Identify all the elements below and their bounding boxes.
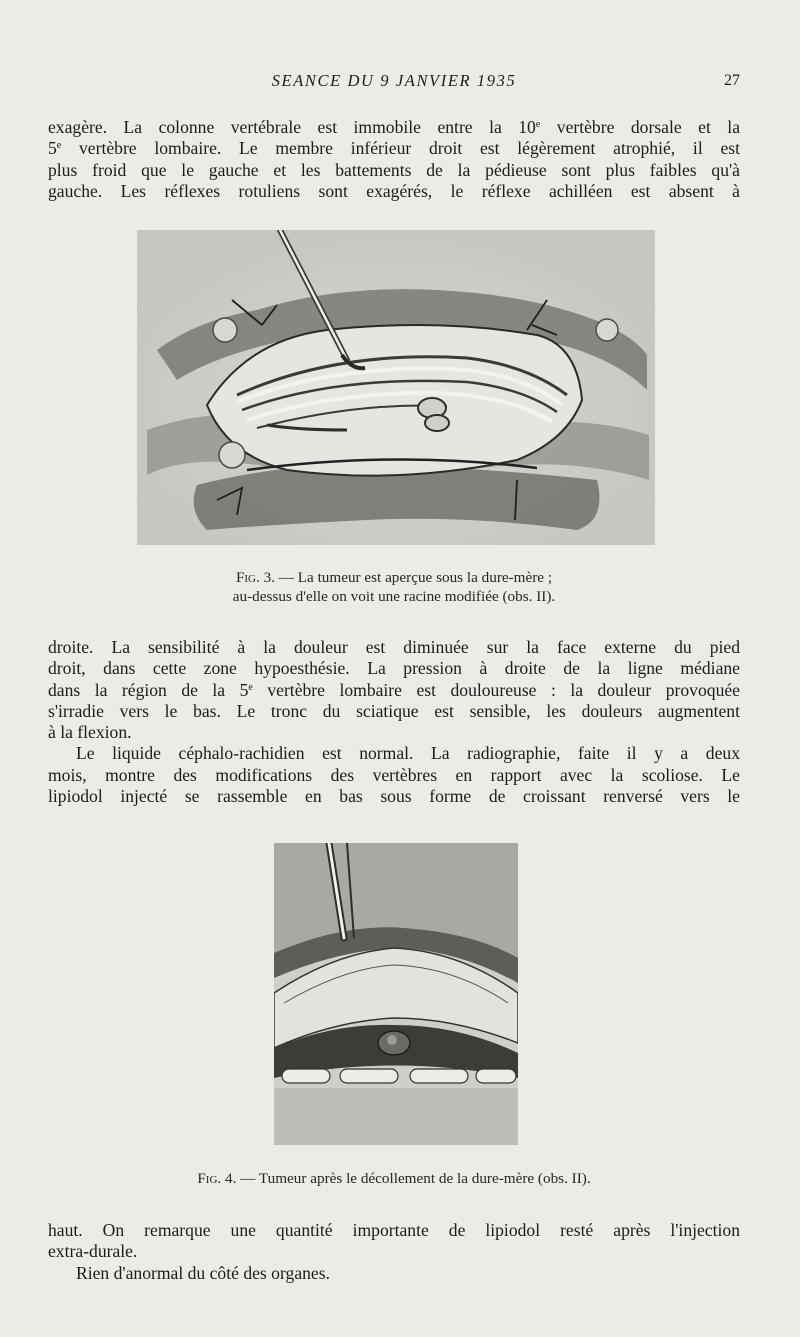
text-line: lipiodol injecté se rassemble en bas sous forme de croissant renversé vers le	[48, 786, 740, 807]
text-line: gauche. Les réflexes rotuliens sont exagérés, le réflexe achilléen est absent à	[48, 180, 740, 201]
paragraph-2	[48, 637, 740, 807]
figure-4-drawing	[274, 843, 518, 1145]
page-header	[48, 71, 740, 95]
figure-4-caption: Fig. 4. — Tumeur après le décollement de la dure-mère (obs. II).	[197, 1170, 591, 1187]
text-line: 5e vertèbre lombaire. Le membre inférieur droit est légèrement atrophié, il est	[48, 138, 740, 159]
text-line: Rien d'anormal du côté des organes.	[76, 1262, 330, 1283]
text-line: mois, montre des modifications des vertèbres en rapport avec la scoliose. Le	[48, 764, 740, 785]
caption-label: Fig.	[235, 569, 260, 586]
text-line: dans la région de la 5e vertèbre lombaire est douloureuse : la douleur provoquée	[48, 679, 740, 700]
text-line: s'irradie vers le bas. Le tronc du sciatique est sensible, les douleurs augmentent	[48, 700, 740, 721]
paragraph-1	[48, 117, 740, 202]
text-line: exagère. La colonne vertébrale est immobile entre la 10e vertèbre dorsale et la	[48, 117, 740, 137]
text-line: haut. On remarque une quantité importante de lipiodol resté après l'injection	[48, 1220, 740, 1240]
text-line: droit, dans cette zone hypoesthésie. La pression à droite de la ligne médiane	[48, 658, 740, 679]
figure-3-illustration	[137, 230, 655, 545]
caption-label: Fig.	[197, 1170, 222, 1187]
running-title: SEANCE DU 9 JANVIER 1935	[271, 71, 517, 90]
figure-3-caption: Fig. 3. — La tumeur est aperçue sous la dure-mère ; au-dessus d'elle on voit une racine modifiée (obs. II).	[232, 569, 556, 605]
page-number: 27	[724, 72, 740, 89]
text-line: plus froid que le gauche et les battements de la pédieuse sont plus faibles qu'à	[48, 159, 740, 180]
text-line: à la flexion.	[48, 722, 132, 743]
figure-4-illustration	[274, 843, 518, 1145]
text-line: Le liquide céphalo-rachidien est normal. La radiographie, faite il y a deux	[76, 743, 740, 764]
paragraph-3	[48, 1220, 740, 1284]
figure-3-drawing	[137, 230, 655, 545]
text-line: droite. La sensibilité à la douleur est diminuée sur la face externe du pied	[48, 637, 740, 657]
text-line: extra-durale.	[48, 1241, 138, 1262]
